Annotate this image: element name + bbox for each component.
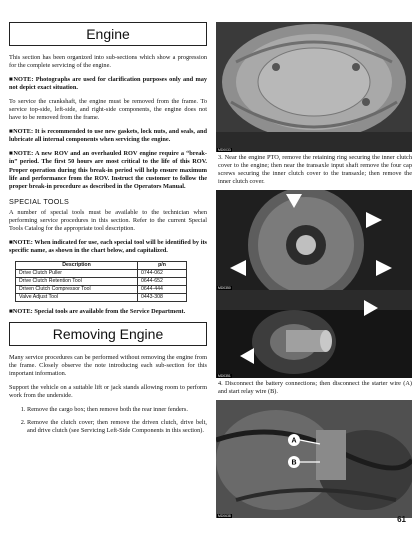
starter-wires-photo: [216, 400, 412, 518]
tool-description: Drive Clutch Retention Tool: [16, 277, 138, 285]
special-tools-table: [15, 261, 187, 302]
note-tool-name: ■NOTE: When indicated for use, each special tool will be identified by its specific name, as shown in the chart below, and capitalized.: [9, 238, 207, 254]
tool-pn: 0644-444: [138, 285, 187, 293]
note-break-in: ■NOTE: A new ROV and an overhauled ROV engine require a “break-in” period. The first 50 hours are most critical to the life of this ROV. Proper operation during this break-in period will help ensure maximum life and performance from the ROV. Instruct the customer to follow the proper break-in procedure as described in the Operators Manual.: [9, 150, 207, 190]
tool-pn: 0644-652: [138, 277, 187, 285]
table-row: [16, 277, 187, 285]
crankshaft-paragraph: To service the crankshaft, the engine must be removed from the frame. To service top-side, left-side, and right-side components, the engine does not have to be removed from the frame.: [9, 98, 207, 122]
inner-clutch-cover-photo: [216, 190, 412, 290]
table-header-pn: p/n: [138, 261, 187, 269]
table-row: [16, 285, 187, 293]
steps-list: [9, 406, 207, 435]
engine-pto-photo: [216, 290, 412, 378]
right-column: [216, 22, 412, 518]
step-item: 2. Remove the clutch cover; then remove the driven clutch, drive belt, and drive clutch (see Servicing Left-Side Components in this section).: [27, 419, 207, 435]
callout-b: B: [291, 459, 297, 467]
engine-pto-illustration: [216, 290, 412, 378]
page-number: 61: [397, 515, 406, 524]
note-gaskets: ■NOTE: It is recommended to use new gaskets, lock nuts, and seals, and lubricate all internal components when servicing the engine.: [9, 128, 207, 144]
photo-code: MD0350: [218, 286, 231, 291]
callout-a: A: [291, 437, 297, 445]
tool-description: Drive Clutch Puller: [16, 269, 138, 277]
starter-wires-illustration: [216, 400, 412, 518]
step-4: 4. Disconnect the battery connections; then disconnect the starter wire (A) and start relay wire (B).: [218, 380, 412, 396]
table-row: [16, 293, 187, 301]
support-paragraph: Support the vehicle on a suitable lift or jack stands allowing room to perform work from the underside.: [9, 384, 207, 400]
removing-engine-heading: Removing Engine: [9, 322, 207, 346]
step-3: 3. Near the engine PTO, remove the retaining ring securing the inner clutch cover to the engine; then near the transaxle input shaft remove the four cap screws securing the inner clutch cover to the transaxle; then remove the inner clutch cover.: [218, 154, 412, 186]
step-item: 1. Remove the cargo box; then remove both the rear inner fenders.: [27, 406, 207, 414]
tool-pn: 0443-308: [138, 293, 187, 301]
special-tools-paragraph: A number of special tools must be available to the technician when performing service procedures in this section. Refer to the current Special Tools Catalog for the appropriate tool description.: [9, 208, 207, 232]
note-dealer: ■NOTE: Special tools are available from the Service Department.: [9, 307, 186, 315]
tool-pn: 0744-062: [138, 269, 187, 277]
inner-clutch-cover-illustration: [216, 190, 412, 290]
tool-description: Driven Clutch Compressor Tool: [16, 285, 138, 293]
special-tools-heading: SPECIAL TOOLS: [9, 196, 70, 206]
table-header-description: Description: [16, 261, 138, 269]
left-column: [9, 22, 207, 440]
note-photos: ■NOTE: Photographs are used for clarification purposes only and may not depict exact situation.: [9, 76, 207, 92]
intro-paragraph: This section has been organized into sub-sections which show a progression for the complete servicing of the engine.: [9, 54, 207, 70]
table-row: [16, 269, 187, 277]
clutch-cover-photo: [216, 22, 412, 152]
photo-code: MD0351: [218, 374, 231, 379]
tool-description: Valve Adjust Tool: [16, 293, 138, 301]
photo-code: MD0638: [218, 514, 231, 519]
engine-heading: Engine: [9, 22, 207, 46]
removing-intro-paragraph: Many service procedures can be performed without removing the engine from the frame. Closely observe the note introducing each sub-section for this important information.: [9, 353, 207, 378]
photo-code: MD0033: [218, 148, 231, 152]
clutch-cover-illustration: [216, 22, 412, 152]
